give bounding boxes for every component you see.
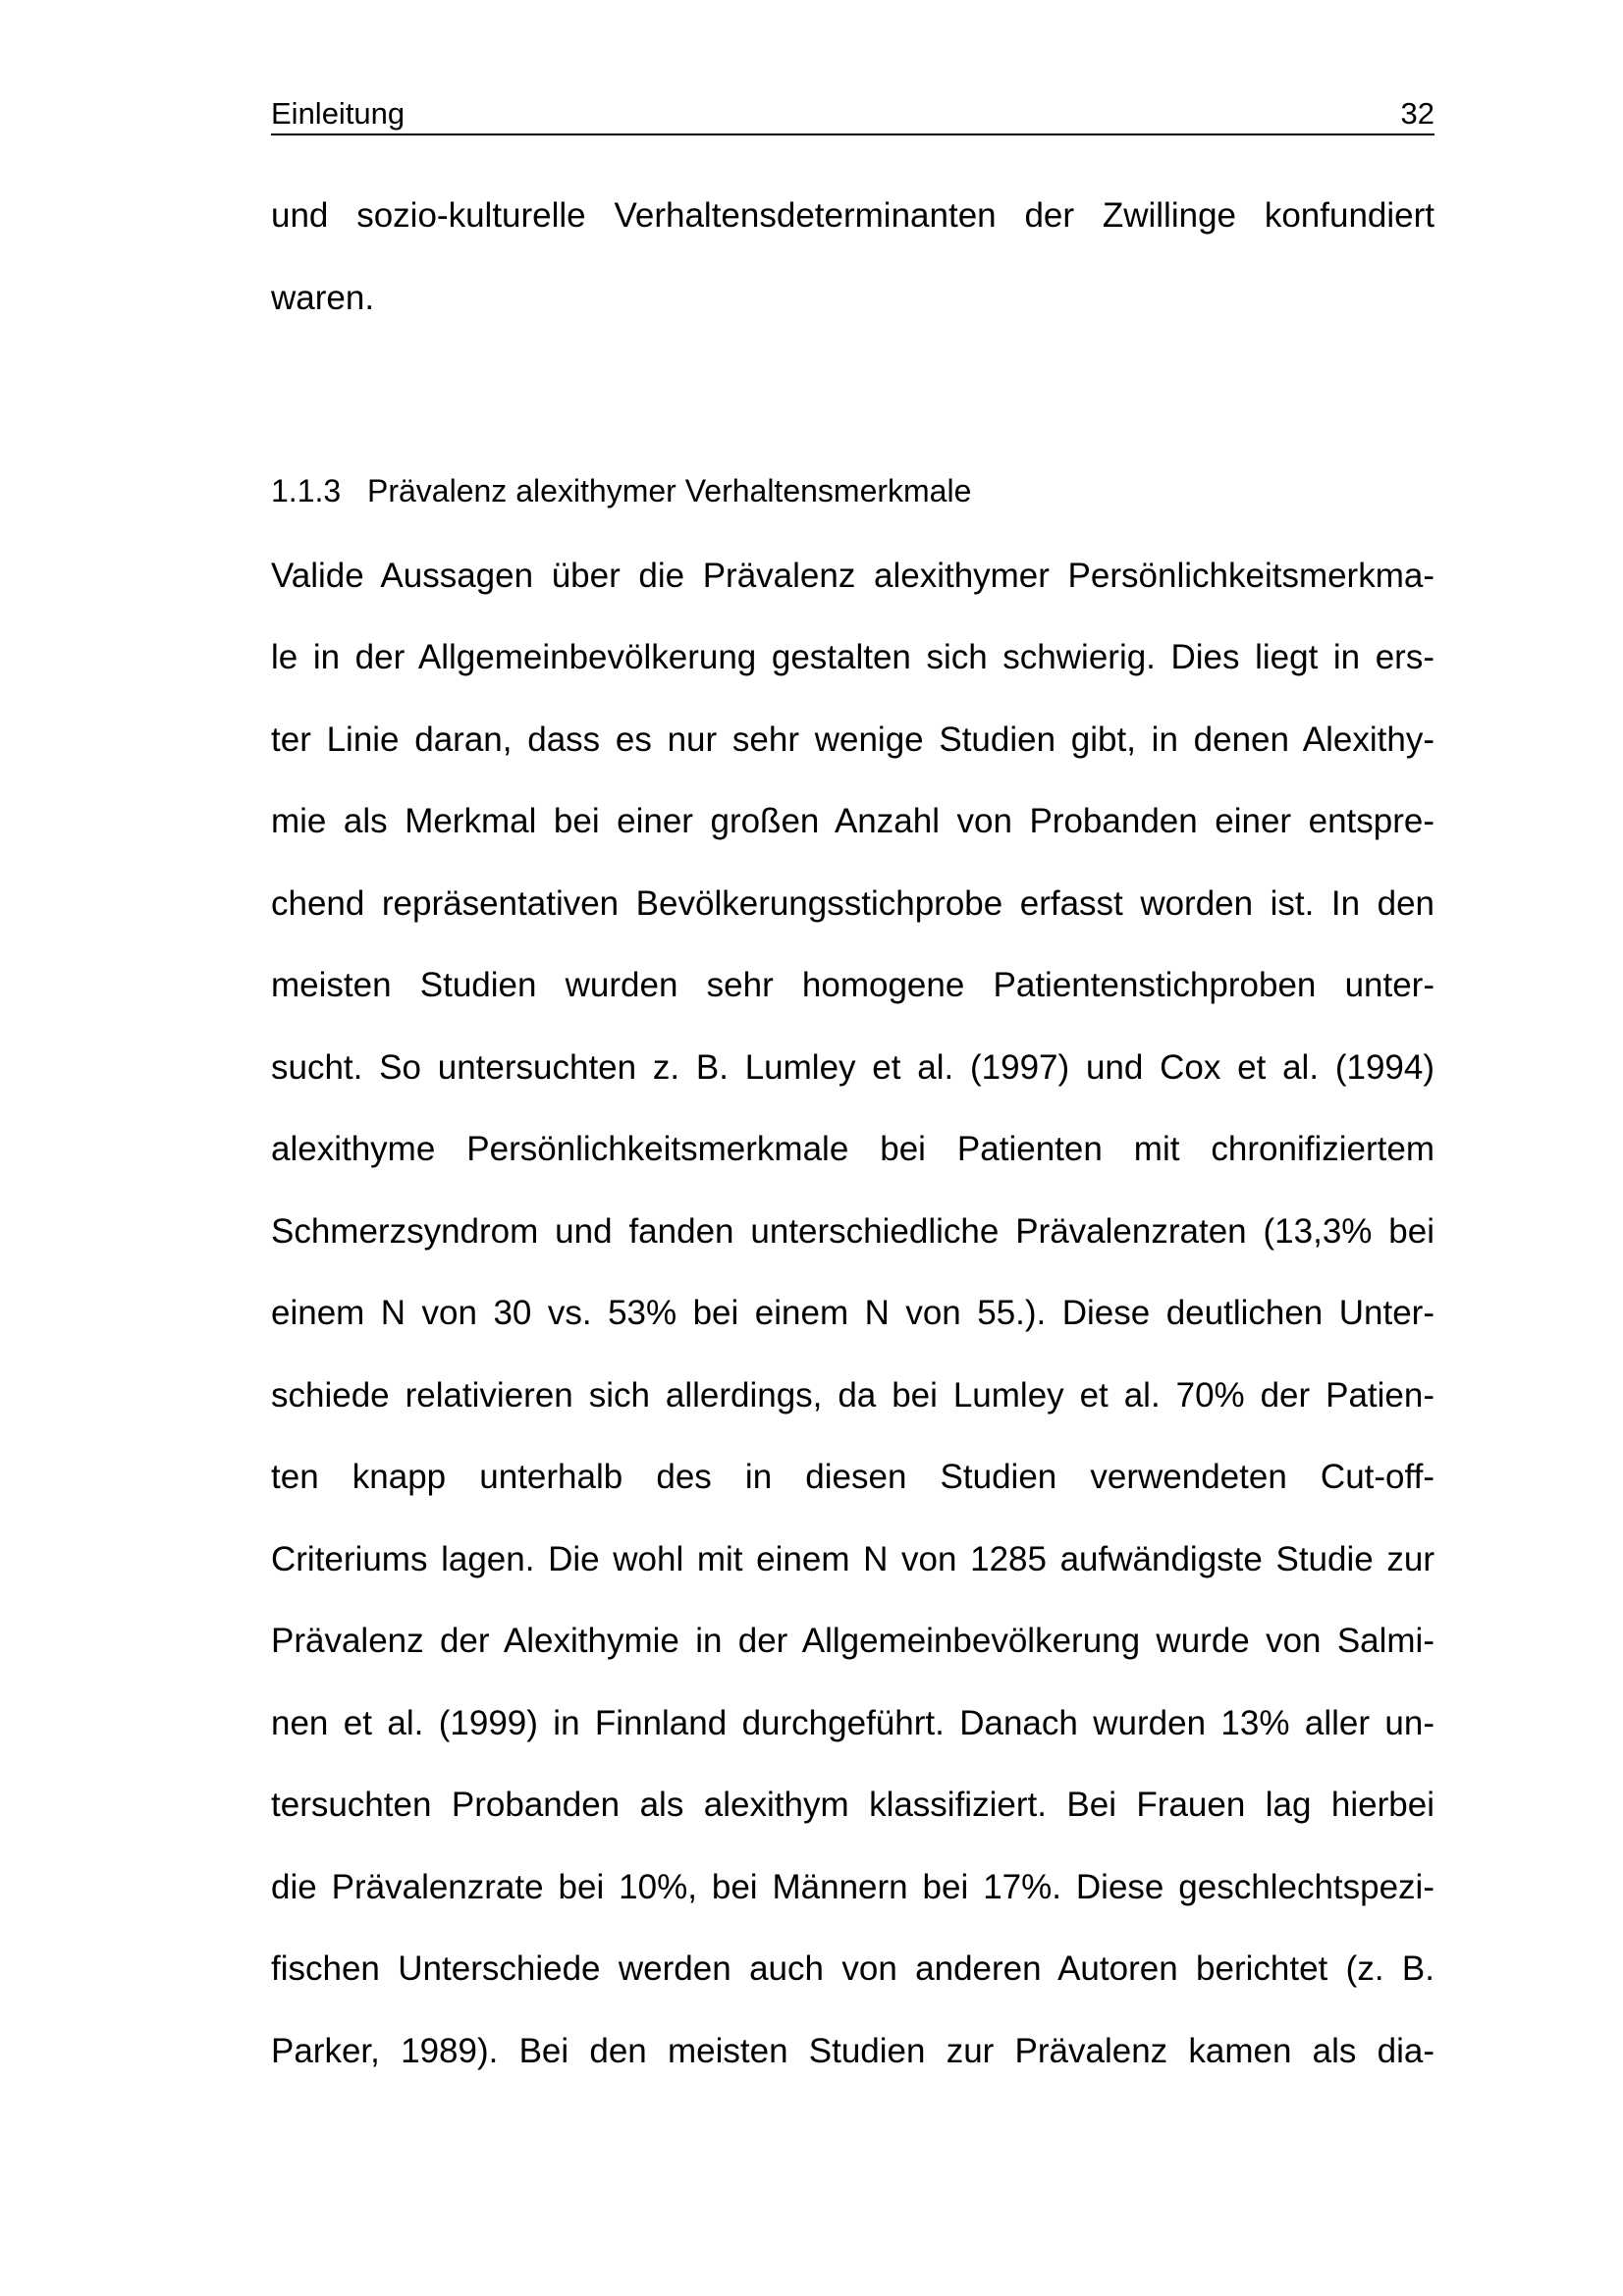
text-line: le in der Allgemeinbevölkerung gestalten sich schwierig. Dies liegt in ers- — [271, 638, 1434, 676]
chapter-title: Einleitung — [271, 96, 406, 131]
section-number: 1.1.3 — [271, 473, 342, 508]
text-line: schiede relativieren sich allerdings, da bei Lumley et al. 70% der Patien- — [271, 1376, 1434, 1415]
text-line: waren. — [271, 279, 375, 317]
text-line: die Prävalenzrate bei 10%, bei Männern bei 17%. Diese geschlechtspezi- — [271, 1868, 1434, 1906]
text-line: Criteriums lagen. Die wohl mit einem N von 1285 aufwändigste Studie zur — [271, 1540, 1434, 1578]
text-line: meisten Studien wurden sehr homogene Patientenstichproben unter- — [271, 966, 1434, 1004]
text-line: Parker, 1989). Bei den meisten Studien zur Prävalenz kamen als dia- — [271, 2032, 1434, 2070]
text-line: tersuchten Probanden als alexithym klassifiziert. Bei Frauen lag hierbei — [271, 1786, 1434, 1824]
text-line: Schmerzsyndrom und fanden unterschiedliche Prävalenzraten (13,3% bei — [271, 1212, 1434, 1251]
section-title: Prävalenz alexithymer Verhaltensmerkmale — [367, 473, 972, 508]
text-line: ten knapp unterhalb des in diesen Studien verwendeten Cut-off- — [271, 1458, 1434, 1496]
text-line: und sozio-kulturelle Verhaltensdeterminanten der Zwillinge konfundiert — [271, 196, 1434, 235]
text-line: Prävalenz der Alexithymie in der Allgemeinbevölkerung wurde von Salmi- — [271, 1622, 1434, 1660]
page-number: 32 — [1400, 96, 1434, 131]
text-line: einem N von 30 vs. 53% bei einem N von 55.). Diese deutlichen Unter- — [271, 1294, 1434, 1332]
text-line: Valide Aussagen über die Prävalenz alexithymer Persönlichkeitsmerkma- — [271, 557, 1434, 595]
text-line: sucht. So untersuchten z. B. Lumley et al. (1997) und Cox et al. (1994) — [271, 1048, 1434, 1087]
text-line: ter Linie daran, dass es nur sehr wenige Studien gibt, in denen Alexithy- — [271, 721, 1434, 759]
text-line: nen et al. (1999) in Finnland durchgeführt. Danach wurden 13% aller un- — [271, 1704, 1434, 1742]
text-line: fischen Unterschiede werden auch von anderen Autoren berichtet (z. B. — [271, 1949, 1434, 1988]
section-heading — [271, 469, 971, 512]
text-line: chend repräsentativen Bevölkerungsstichprobe erfasst worden ist. In den — [271, 884, 1434, 923]
text-line: mie als Merkmal bei einer großen Anzahl von Probanden einer entspre- — [271, 802, 1434, 840]
text-line: alexithyme Persönlichkeitsmerkmale bei Patienten mit chronifiziertem — [271, 1130, 1434, 1168]
running-header — [271, 94, 1434, 135]
